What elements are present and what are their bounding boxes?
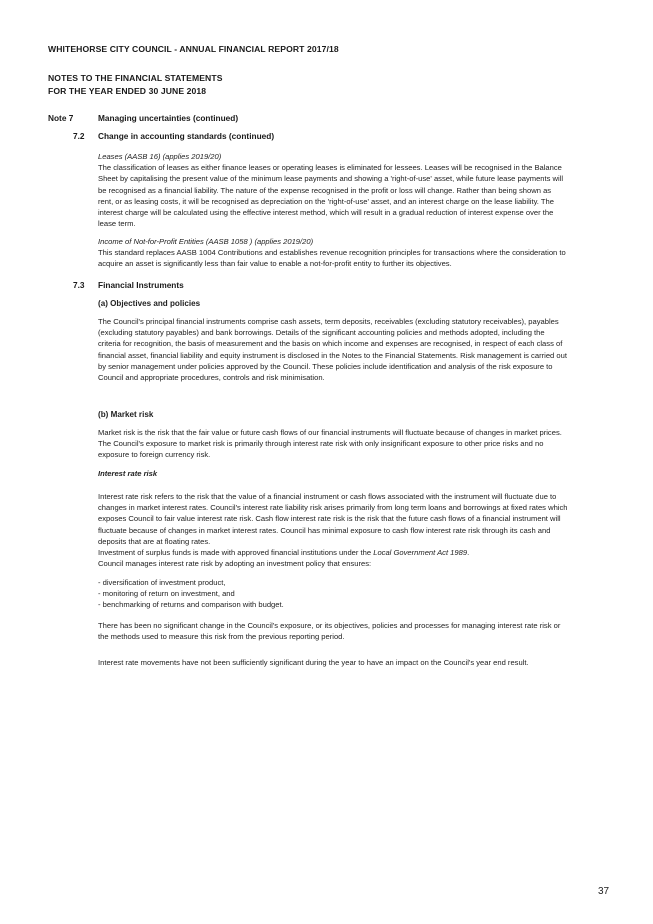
no-change-paragraph [98,620,568,642]
no-change-text: There has been no significant change in the Council's exposure, or its objectives, policies and processes for managing interest rate risk or the methods used to measure this risk from the previous reporting period. [98,621,561,642]
leases-block [98,151,568,229]
list-item: - benchmarking of returns and comparison with budget. [98,600,284,610]
income-heading: Income of Not-for-Profit Entities (AASB 1058 ) (applies 2019/20) [98,237,314,246]
interest-rate-risk-text: Interest rate risk refers to the risk that the value of a financial instrument or cash flows associated with the instrument will fluctuate due to changes in market interest rates. Council's interest rate liability risk arises primarily from long term loans and borrowings at fixed rates which exposes Council to fair value interest rate risk. Cash flow interest rate risk is the risk that the future cash flows of a financial instrument will fluctuate because of changes in market interest rates. Council has minimal exposure to cash flow interest rate risk through its cash and deposits that are at floating rates. [98,492,568,546]
note-title: Managing uncertainties (continued) [98,113,239,123]
interest-rate-risk-block [98,491,568,569]
movements-text: Interest rate movements have not been sufficiently significant during the year to have an impact on the Council's year end result. [98,658,529,667]
notes-title: NOTES TO THE FINANCIAL STATEMENTS [48,73,223,83]
policy-list [98,577,568,611]
note-number: Note 7 [48,113,74,123]
investment-sentence [98,547,568,558]
list-item: - monitoring of return on investment, and [98,589,235,599]
section-7-2-number: 7.2 [73,131,85,141]
section-7-3-number: 7.3 [73,280,85,290]
leases-paragraph: The classification of leases as either finance leases or operating leases is eliminated for lessees. Leases will be recognised in the Balance Sheet by capitalising the present value of the minimum lease payments and showing a 'right-of-use' asset, while future lease payments will be recognised as a financial liability. The nature of the expense recognised in the profit or loss will change. Rather than being shown as rent, or as leasing costs, it will be recognised as depreciation on the 'right-of-use' asset, and an interest charge on the lease liability. The interest charge will be calculated using the effective interest method, which will result in a gradual reduction of interest expense over the lease term. [98,163,564,229]
objectives-text: The Council's principal financial instruments comprise cash assets, term deposits, receivables (excluding statutory receivables), payables (excluding statutory payables) and bank borrowings. Details of the significant accounting policies and methods adopted, including the criteria for recognition, the basis of measurement and the basis on which income and expenses are recognised, in respect of each class of financial asset, financial liability and equity instrument is disclosed in the Notes to the Financial Statements. Risk management is carried out by senior management under policies approved by the Council. These policies include identification and analysis of the risk exposure to Council and appropriate procedures, controls and risk minimisation. [98,317,567,383]
policy-intro: Council manages interest rate risk by adopting an investment policy that ensures: [98,559,372,569]
market-risk-heading: (b) Market risk [98,410,154,419]
section-7-3-title: Financial Instruments [98,280,184,290]
market-risk-paragraph [98,427,568,461]
interest-rate-risk-heading: Interest rate risk [98,469,158,478]
investment-suffix: . [467,548,470,558]
investment-prefix: Investment of surplus funds is made with approved financial institutions under the [98,548,374,558]
list-item: - diversification of investment product, [98,578,226,587]
section-7-2-title: Change in accounting standards (continued) [98,131,275,141]
year-ended-title: FOR THE YEAR ENDED 30 JUNE 2018 [48,86,207,96]
report-title: WHITEHORSE CITY COUNCIL - ANNUAL FINANCIAL REPORT 2017/18 [48,44,339,54]
objectives-heading: (a) Objectives and policies [98,299,201,308]
income-paragraph: This standard replaces AASB 1004 Contributions and establishes revenue recognition principles for transactions where the consideration to acquire an asset is significantly less than fair value to enable a not-for-profit entity to further its objectives. [98,248,566,269]
income-block [98,236,568,270]
market-risk-text: Market risk is the risk that the fair value or future cash flows of our financial instruments will fluctuate because of changes in market prices. The Council's exposure to market risk is primarily through interest rate risk with only insignificant exposure to other price risks and no exposure to foreign currency risk. [98,428,562,460]
page-number: 37 [598,886,610,897]
leases-heading: Leases (AASB 16) (applies 2019/20) [98,152,222,161]
movements-paragraph [98,657,568,668]
objectives-paragraph [98,316,568,383]
act-name: Local Government Act 1989 [373,548,468,558]
